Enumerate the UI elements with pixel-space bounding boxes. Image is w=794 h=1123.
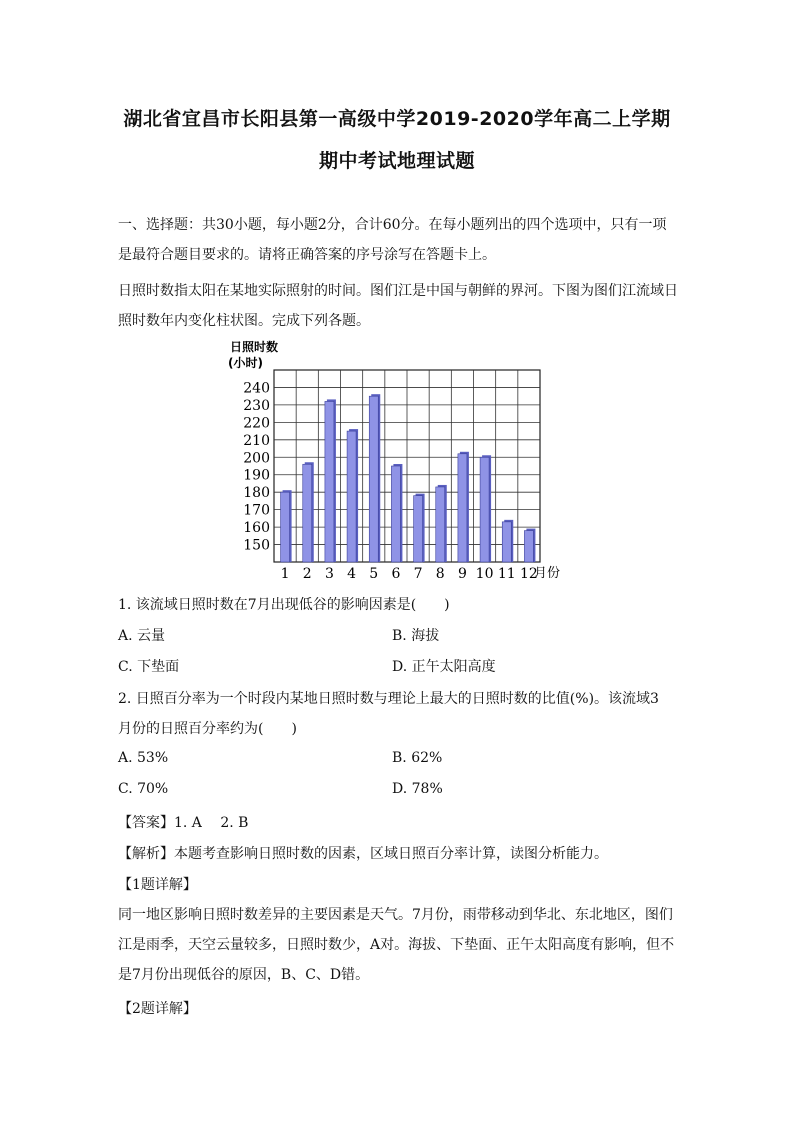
bar bbox=[369, 396, 378, 562]
bar bbox=[303, 464, 312, 562]
y-tick-label: 240 bbox=[243, 380, 270, 397]
title-line-2: 期中考试地理试题 bbox=[318, 150, 475, 172]
y-tick-label: 180 bbox=[243, 485, 270, 502]
y-tick-label: 160 bbox=[243, 520, 270, 537]
q2-option-a: A. 53% bbox=[118, 750, 169, 766]
x-tick-label: 3 bbox=[324, 566, 334, 582]
x-tick-label: 1 bbox=[280, 566, 290, 582]
q1-option-a: A. 云量 bbox=[118, 628, 166, 644]
q1-option-b: B. 海拔 bbox=[392, 628, 440, 644]
bar bbox=[281, 492, 290, 562]
question-1-stem: 1. 该流域日照时数在7月出现低谷的影响因素是( ) bbox=[118, 597, 450, 613]
y-tick-label: 200 bbox=[243, 450, 270, 467]
bar bbox=[325, 401, 334, 562]
y-tick-label: 150 bbox=[243, 537, 270, 554]
bar bbox=[480, 457, 489, 562]
passage: 日照时数指太阳在某地实际照射的时间。图们江是中国与朝鲜的界河。下图为图们江流域日照时数年内变化柱状图。完成下列各题。 bbox=[118, 283, 678, 329]
bar bbox=[502, 522, 511, 562]
title-line-1: 湖北省宜昌市长阳县第一高级中学2019-2020学年高二上学期 bbox=[123, 108, 671, 130]
bar bbox=[458, 454, 467, 562]
x-tick-label: 7 bbox=[413, 566, 423, 582]
q1-detail-text: 同一地区影响日照时数差异的主要因素是天气。7月份，雨带移动到华北、东北地区，图们江是雨季，天空云量较多，日照时数少，A对。海拔、下垫面、正午太阳高度有影响，但不是7月份出现低谷的原因，B、C、D错。 bbox=[118, 907, 675, 983]
x-tick-label: 8 bbox=[435, 566, 445, 582]
y-tick-label: 230 bbox=[243, 397, 270, 414]
x-tick-label: 2 bbox=[302, 566, 312, 582]
bars bbox=[281, 394, 536, 562]
y-tick-label: 190 bbox=[243, 467, 270, 484]
x-axis-label: 月份 bbox=[534, 566, 561, 581]
bar bbox=[414, 496, 423, 562]
y-tick-label: 210 bbox=[243, 432, 270, 449]
y-axis-label-line-2: (小时) bbox=[228, 356, 263, 370]
x-tick-label: 6 bbox=[391, 566, 401, 582]
bar bbox=[347, 431, 356, 562]
question-2-stem-line-2: 月份的日照百分率约为( ) bbox=[118, 721, 297, 737]
y-tick-label: 170 bbox=[243, 502, 270, 519]
q1-option-d: D. 正午太阳高度 bbox=[392, 659, 496, 675]
x-tick-label: 4 bbox=[347, 566, 357, 582]
x-tick-label: 5 bbox=[369, 566, 379, 582]
bar bbox=[436, 487, 445, 562]
grid-lines bbox=[274, 370, 540, 562]
y-axis-label-line-1: 日照时数 bbox=[230, 340, 279, 354]
x-tick-label: 9 bbox=[457, 566, 467, 582]
q2-detail-heading: 【2题详解】 bbox=[118, 1001, 197, 1017]
q2-option-b: B. 62% bbox=[392, 750, 443, 766]
section-intro: 一、选择题：共30小题，每小题2分，合计60分。在每小题列出的四个选项中，只有一项是最符合题目要求的。请将正确答案的序号涂写在答题卡上。 bbox=[118, 217, 667, 263]
q1-option-c: C. 下垫面 bbox=[118, 659, 180, 675]
question-2-stem-line-1: 2. 日照百分率为一个时段内某地日照时数与理论上最大的日照时数的比值(%)。该流域3 bbox=[118, 691, 659, 707]
y-tick-label: 220 bbox=[243, 415, 270, 432]
bar bbox=[391, 466, 400, 562]
sunshine-hours-bar-chart bbox=[228, 337, 573, 585]
y-tick-labels bbox=[243, 380, 270, 553]
q2-option-d: D. 78% bbox=[392, 781, 443, 797]
x-tick-label: 12 bbox=[520, 566, 538, 582]
x-tick-label: 11 bbox=[497, 566, 516, 582]
q1-detail-heading: 【1题详解】 bbox=[118, 877, 197, 893]
answer-line: 【答案】1. A 2. B bbox=[118, 815, 249, 831]
x-tick-labels bbox=[281, 566, 538, 582]
q2-option-c: C. 70% bbox=[118, 781, 169, 797]
analysis-line: 【解析】本题考查影响日照时数的因素，区域日照百分率计算，读图分析能力。 bbox=[118, 846, 608, 862]
bar bbox=[524, 531, 533, 562]
x-tick-label: 10 bbox=[475, 566, 494, 582]
